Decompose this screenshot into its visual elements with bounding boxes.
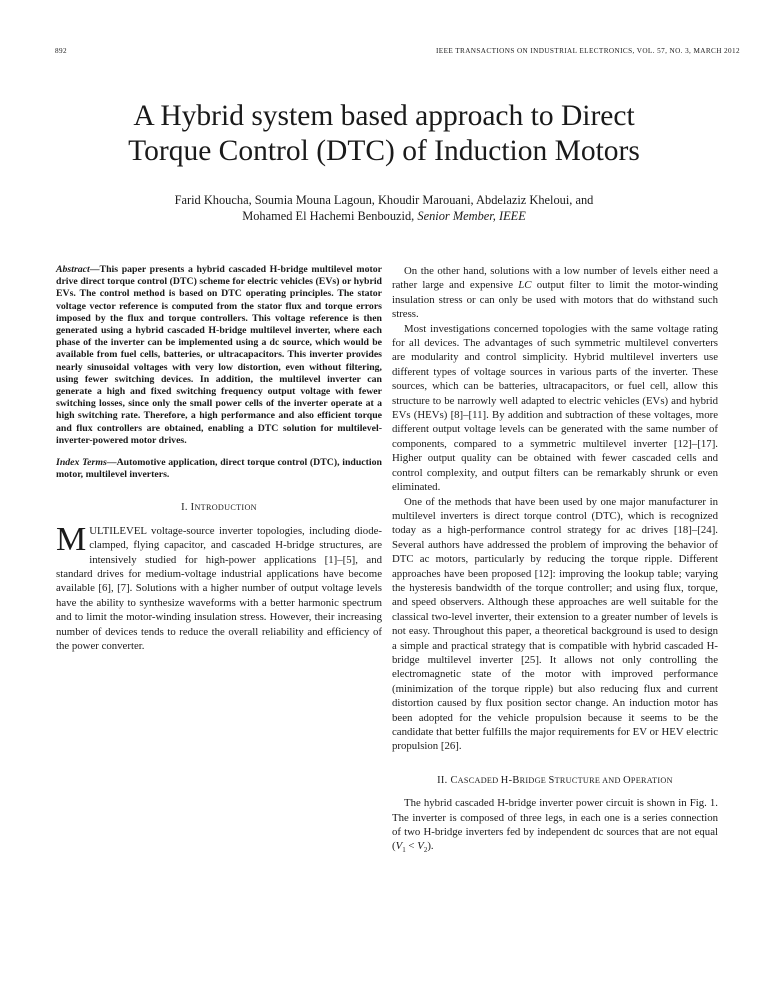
paper-title — [40, 99, 728, 169]
section-heading-cascaded: II. CASCADED H-BRIDGE STRUCTURE AND OPERATION — [437, 774, 673, 786]
author-list — [40, 192, 728, 224]
left-column — [56, 264, 382, 654]
paragraph-hybrid-inverters: Most investigations concerned topologies with the same voltage rating for all devices. The advantages of such symmetric multilevel converters are modularity and control simplicity. Hybrid multilevel inverters use different types of voltage sources in various parts of the inverter. These sources, which can be batteries, ultracapacitors, or fuel cell, allow this structure to be narrowly well adapted to electric vehicles (EVs) and hybrid EVs (HEVs) [8]–[11]. By addition and subtraction of these voltages, more different output voltage levels can be generated with the same number of components, compared to a symmetric multilevel inverter [12]–[17]. Higher output quality can be obtained with fewer cascaded cells and control complexity, and output filters can be remarkably shrunk or even eliminated. — [392, 322, 718, 494]
paragraph-power-circuit: The hybrid cascaded H-bridge inverter power circuit is shown in Fig. 1. The inverter is composed of three legs, in each one is a series connection of two H-bridge inverters fed by independent dc sources that are not equal $(V_1 < V_2)$. — [392, 797, 718, 855]
intro-paragraph-text: ULTILEVEL voltage-source inverter topologies, including diode-clamped, flying capacitor, and cascaded H-bridge structures, are intensively studied for high-power applications [1]–[5], and standard drives for medium-voltage industrial applications have become available [6], [7]. Solutions with a higher number of output voltage levels have the ability to synthesize waveforms with a better harmonic spectrum and to limit the motor-winding insulation stress. However, their increasing number of devices tends to reduce the overall reliability and efficiency of the power converter. — [56, 524, 382, 653]
right-column — [392, 264, 718, 858]
journal-header: IEEE TRANSACTIONS ON INDUSTRIAL ELECTRONICS, VOL. 57, NO. 3, MARCH 2012 — [436, 47, 740, 55]
abstract-label: Abstract — [56, 264, 90, 275]
abstract-text: —This paper presents a hybrid cascaded H-bridge multilevel motor drive direct torque control (DTC) scheme for electric vehicles (EVs) or hybrid EVs. The control method is based on DTC operating principles. The stator voltage vector reference is computed from the stator flux and torque errors imposed by the flux and torque controllers. This voltage reference is then generated using a hybrid cascaded H-bridge multilevel inverter, where each phase of the inverter can be implemented using a dc source, which would be available from fuel cells, batteries, or ultracapacitors. This inverter provides nearly sinusoidal voltages with very low distortion, even without filtering, using fewer switching devices. In addition, the multilevel inverter can generate a high and fixed switching frequency output voltage with fewer switching losses, since only the small power cells of the inverter operate at a high switching rate. Therefore, a high performance and also efficient torque and flux controllers are obtained, enabling a DTC solution for multilevel-inverter-powered motor drives. — [56, 264, 382, 446]
author-name: Mohamed El Hachemi Benbouzid, — [242, 209, 415, 223]
title-line-2: Torque Control (DTC) of Induction Motors — [128, 135, 640, 167]
abstract — [56, 264, 382, 447]
authors-line-1: Farid Khoucha, Soumia Mouna Lagoun, Khoudir Marouani, Abdelaziz Kheloui, and — [174, 193, 594, 207]
index-terms-text: —Automotive application, direct torque control (DTC), induction motor, multilevel inverters. — [56, 457, 382, 481]
index-terms-label: Index Terms — [56, 457, 107, 469]
paragraph-lc-filter: On the other hand, solutions with a low number of levels either need a rather large and expensive LC output filter to limit the motor-winding insulation stress or can only be used with motors that do withstand such stress. — [392, 265, 718, 321]
drop-cap: M — [56, 520, 87, 558]
paragraph-dtc: One of the methods that have been used by one major manufacturer in multilevel inverters is direct torque control (DTC), which is recognized today as a high-performance control strategy for ac drives [18]–[24]. Several authors have addressed the problem of improving the behavior of DTC ac motors, particularly by reducing the torque ripple. Different approaches have been proposed [12]: improving the lookup table; varying the hysteresis bandwidth of the torque controller; and using flux, torque, and speed observers. Although these approaches are well suitable for the classical two-level inverter, their extension to a greater number of levels is not easy. Throughout this paper, a theoretical background is used to design a simple and practical strategy that is compatible with hybrid cascaded H-bridge multilevel inverter [25]. It allows not only controlling the electromagnetic state of the motor with improved performance (minimization of the torque ripple) but also reducing flux and current distortion caused by flux position sector change. An induction motor has been adopted for the vehicle propulsion because it seems to be the candidate that better fulfills the major requirements for EV or HEV electric propulsion [26]. — [392, 495, 718, 753]
index-terms — [56, 457, 382, 481]
section-heading-introduction: I. INTRODUCTION — [181, 502, 257, 514]
page-number: 892 — [55, 47, 67, 55]
author-role: Senior Member, IEEE — [417, 209, 526, 223]
title-line-1: A Hybrid system based approach to Direct — [133, 100, 635, 132]
intro-paragraph — [56, 520, 382, 654]
authors-line-2 — [40, 208, 728, 224]
